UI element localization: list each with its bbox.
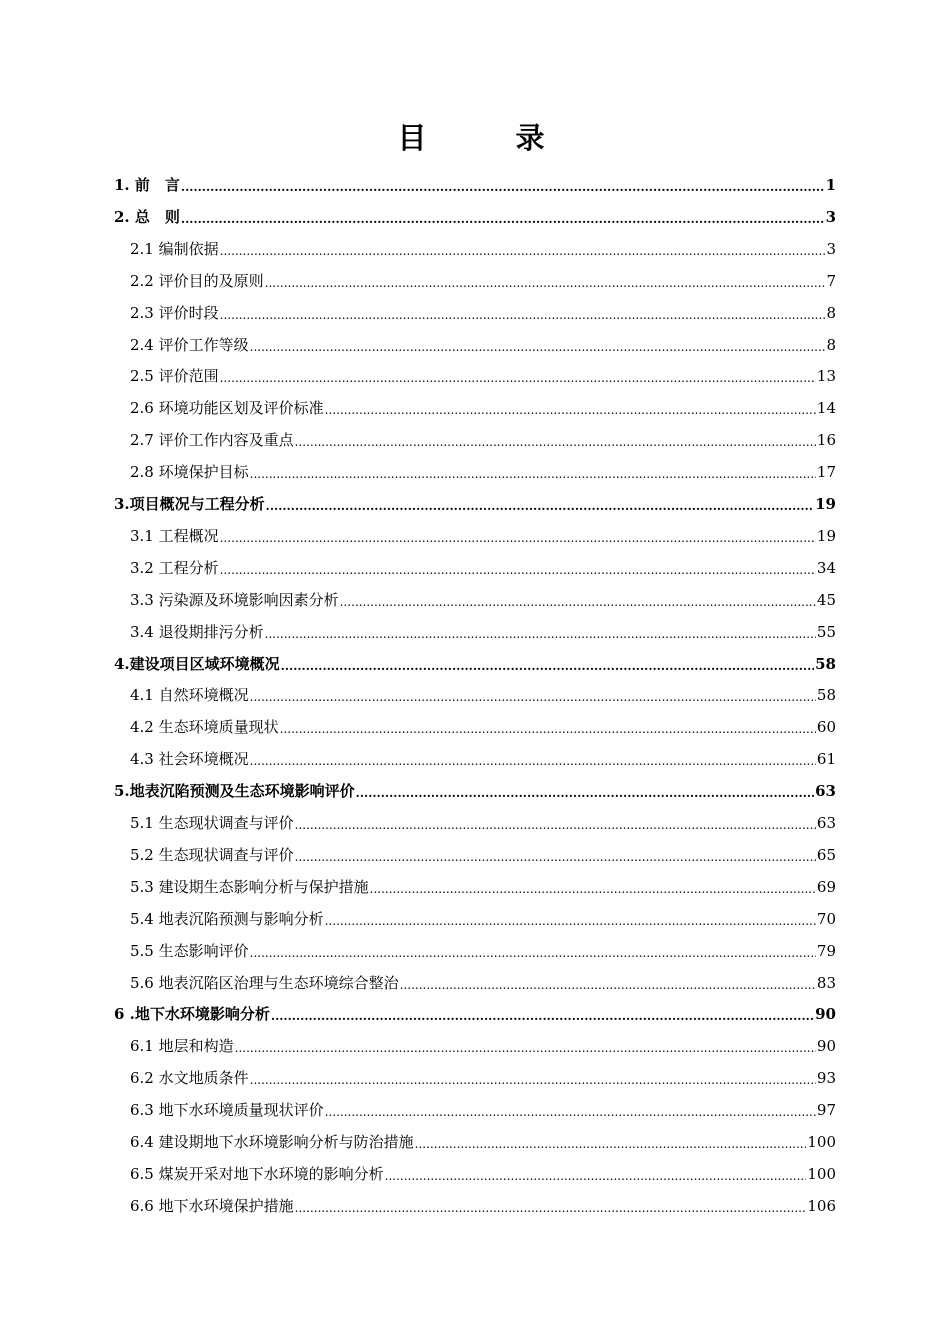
toc-dot-leader xyxy=(220,233,826,265)
toc-dot-leader xyxy=(400,967,816,999)
toc-chapter-entry[interactable] xyxy=(114,488,836,520)
toc-entry-label: 5.6 地表沉陷区治理与生态环境综合整治 xyxy=(130,973,399,992)
toc-entry-label: 2.2 评价目的及原则 xyxy=(130,271,264,290)
toc-entry-label: 5.5 生态影响评价 xyxy=(130,941,249,960)
toc-dot-leader xyxy=(250,935,816,967)
toc-page-number: 106 xyxy=(807,1196,836,1215)
toc-entry-label: 6.3 地下水环境质量现状评价 xyxy=(130,1101,324,1120)
toc-entry-label: 5.4 地表沉陷预测与影响分析 xyxy=(130,909,324,928)
toc-section-entry[interactable] xyxy=(130,520,836,552)
toc-dot-leader xyxy=(271,998,814,1030)
toc-entry-label: 4.建设项目区域环境概况 xyxy=(114,654,280,673)
toc-section-entry[interactable] xyxy=(130,329,836,361)
toc-section-entry[interactable] xyxy=(130,711,836,743)
toc-dot-leader xyxy=(250,743,816,775)
toc-page-number: 19 xyxy=(816,526,836,545)
toc-entry-label: 3.项目概况与工程分析 xyxy=(114,495,265,513)
toc-section-entry[interactable] xyxy=(130,616,836,648)
toc-entry-label: 6.6 地下水环境保护措施 xyxy=(130,1196,294,1215)
toc-dot-leader xyxy=(220,552,816,584)
toc-entry-label: 6.5 煤炭开采对地下水环境的影响分析 xyxy=(130,1164,384,1183)
toc-page-number: 100 xyxy=(807,1164,836,1183)
toc-dot-leader xyxy=(250,679,816,711)
toc-dot-leader xyxy=(181,169,825,201)
toc-page-number: 63 xyxy=(815,782,836,801)
toc-dot-leader xyxy=(385,1158,807,1190)
toc-page-number: 83 xyxy=(816,973,836,992)
toc-entry-label: 4.3 社会环境概况 xyxy=(130,750,249,769)
toc-entry-label: 3.4 退役期排污分析 xyxy=(130,622,264,641)
toc-page-number: 14 xyxy=(816,399,836,418)
toc-page-number: 61 xyxy=(816,750,836,769)
toc-section-entry[interactable] xyxy=(130,839,836,871)
toc-page-number: 3 xyxy=(825,207,836,226)
toc-section-entry[interactable] xyxy=(130,871,836,903)
toc-section-entry[interactable] xyxy=(130,456,836,488)
toc-entry-label: 6.4 建设期地下水环境影响分析与防治措施 xyxy=(130,1133,414,1151)
toc-entry-label: 5.3 建设期生态影响分析与保护措施 xyxy=(130,877,369,896)
toc-page-number: 69 xyxy=(816,877,836,896)
toc-section-entry[interactable] xyxy=(130,360,836,392)
toc-chapter-entry[interactable] xyxy=(114,648,836,680)
toc-dot-leader xyxy=(281,648,814,680)
toc-entry-label: 6.2 水文地质条件 xyxy=(130,1069,249,1088)
toc-dot-leader xyxy=(325,1094,816,1126)
toc-section-entry[interactable] xyxy=(130,743,836,775)
toc-chapter-entry[interactable] xyxy=(114,775,836,807)
toc-page-number: 58 xyxy=(816,686,836,705)
toc-entry-label: 1. 前 言 xyxy=(114,176,180,194)
toc-dot-leader xyxy=(220,520,816,552)
page-title: 目 录 xyxy=(397,121,575,155)
toc-page-number: 1 xyxy=(825,176,836,194)
toc-chapter-entry[interactable] xyxy=(114,169,836,201)
toc-entry-label: 6 .地下水环境影响分析 xyxy=(114,1005,270,1024)
toc-dot-leader xyxy=(265,616,816,648)
toc-dot-leader xyxy=(266,488,814,520)
toc-entry-label: 5.地表沉陷预测及生态环境影响评价 xyxy=(114,782,355,801)
toc-entry-label: 4.2 生态环境质量现状 xyxy=(130,718,279,737)
toc-page-number: 19 xyxy=(815,495,836,513)
toc-page-number: 7 xyxy=(826,271,836,290)
toc-page-number: 90 xyxy=(816,1037,836,1056)
toc-dot-leader xyxy=(250,456,816,488)
toc-dot-leader xyxy=(295,839,816,871)
toc-entry-label: 6.1 地层和构造 xyxy=(130,1037,234,1056)
toc-section-entry[interactable] xyxy=(130,967,836,999)
toc-entry-label: 2.7 评价工作内容及重点 xyxy=(130,431,294,450)
toc-page-number: 70 xyxy=(816,909,836,928)
toc-dot-leader xyxy=(295,807,816,839)
toc-section-entry[interactable] xyxy=(130,1126,836,1158)
toc-section-entry[interactable] xyxy=(130,903,836,935)
toc-dot-leader xyxy=(265,265,826,297)
toc-page-number: 45 xyxy=(816,590,836,609)
toc-dot-leader xyxy=(220,360,816,392)
toc-chapter-entry[interactable] xyxy=(114,998,836,1030)
toc-page-number: 58 xyxy=(815,654,836,673)
toc-chapter-entry[interactable] xyxy=(114,201,836,233)
toc-page-number: 65 xyxy=(816,845,836,864)
toc-page-number: 8 xyxy=(826,303,836,322)
toc-dot-leader xyxy=(220,297,826,329)
toc-page-number: 79 xyxy=(816,941,836,960)
toc-section-entry[interactable] xyxy=(130,1158,836,1190)
toc-page-number: 55 xyxy=(816,622,836,641)
toc-entry-label: 2.8 环境保护目标 xyxy=(130,463,249,482)
toc-section-entry[interactable] xyxy=(130,265,836,297)
toc-entry-label: 5.2 生态现状调查与评价 xyxy=(130,845,294,864)
toc-entry-label: 2.5 评价范围 xyxy=(130,367,219,386)
toc-page-number: 60 xyxy=(816,718,836,737)
toc-entry-label: 2. 总 则 xyxy=(114,207,180,226)
toc-section-entry[interactable] xyxy=(130,807,836,839)
toc-section-entry[interactable] xyxy=(130,552,836,584)
toc-entry-label: 3.3 污染源及环境影响因素分析 xyxy=(130,590,339,609)
toc-dot-leader xyxy=(280,711,816,743)
toc-dot-leader xyxy=(325,392,816,424)
toc-page-number: 17 xyxy=(816,463,836,482)
toc-section-entry[interactable] xyxy=(130,935,836,967)
toc-section-entry[interactable] xyxy=(130,1190,836,1222)
toc-page-number: 34 xyxy=(816,558,836,577)
toc-section-entry[interactable] xyxy=(130,392,836,424)
toc-entry-label: 3.1 工程概况 xyxy=(130,526,219,545)
toc-section-entry[interactable] xyxy=(130,584,836,616)
toc-dot-leader xyxy=(181,201,825,233)
toc-dot-leader xyxy=(250,1062,816,1094)
toc-entry-label: 3.2 工程分析 xyxy=(130,558,219,577)
toc-entry-label: 5.1 生态现状调查与评价 xyxy=(130,814,294,832)
toc-dot-leader xyxy=(295,424,816,456)
toc-page-number: 13 xyxy=(816,367,836,386)
toc-page-number: 90 xyxy=(815,1005,836,1024)
toc-page-number: 63 xyxy=(816,814,836,832)
toc-page-number: 93 xyxy=(816,1069,836,1088)
toc-section-entry[interactable] xyxy=(130,1030,836,1062)
toc-section-entry[interactable] xyxy=(130,1094,836,1126)
toc-dot-leader xyxy=(370,871,816,903)
toc-dot-leader xyxy=(356,775,814,807)
toc-section-entry[interactable] xyxy=(130,1062,836,1094)
toc-page-number: 97 xyxy=(816,1101,836,1120)
toc-section-entry[interactable] xyxy=(130,679,836,711)
toc-dot-leader xyxy=(325,903,816,935)
toc-entry-label: 4.1 自然环境概况 xyxy=(130,686,249,705)
toc-dot-leader xyxy=(295,1190,807,1222)
toc-dot-leader xyxy=(415,1126,807,1158)
toc-section-entry[interactable] xyxy=(130,424,836,456)
toc-entry-label: 2.4 评价工作等级 xyxy=(130,335,249,354)
toc-dot-leader xyxy=(340,584,816,616)
toc-dot-leader xyxy=(235,1030,816,1062)
toc-page-number: 3 xyxy=(826,239,836,258)
toc-dot-leader xyxy=(250,329,826,361)
toc-entry-label: 2.1 编制依据 xyxy=(130,239,219,258)
toc-page-number: 16 xyxy=(816,431,836,450)
toc-entry-label: 2.3 评价时段 xyxy=(130,303,219,322)
toc-section-entry[interactable] xyxy=(130,297,836,329)
toc-page-number: 8 xyxy=(826,335,836,354)
toc-page-number: 100 xyxy=(807,1133,836,1151)
toc-entry-label: 2.6 环境功能区划及评价标准 xyxy=(130,399,324,418)
toc-section-entry[interactable] xyxy=(130,233,836,265)
